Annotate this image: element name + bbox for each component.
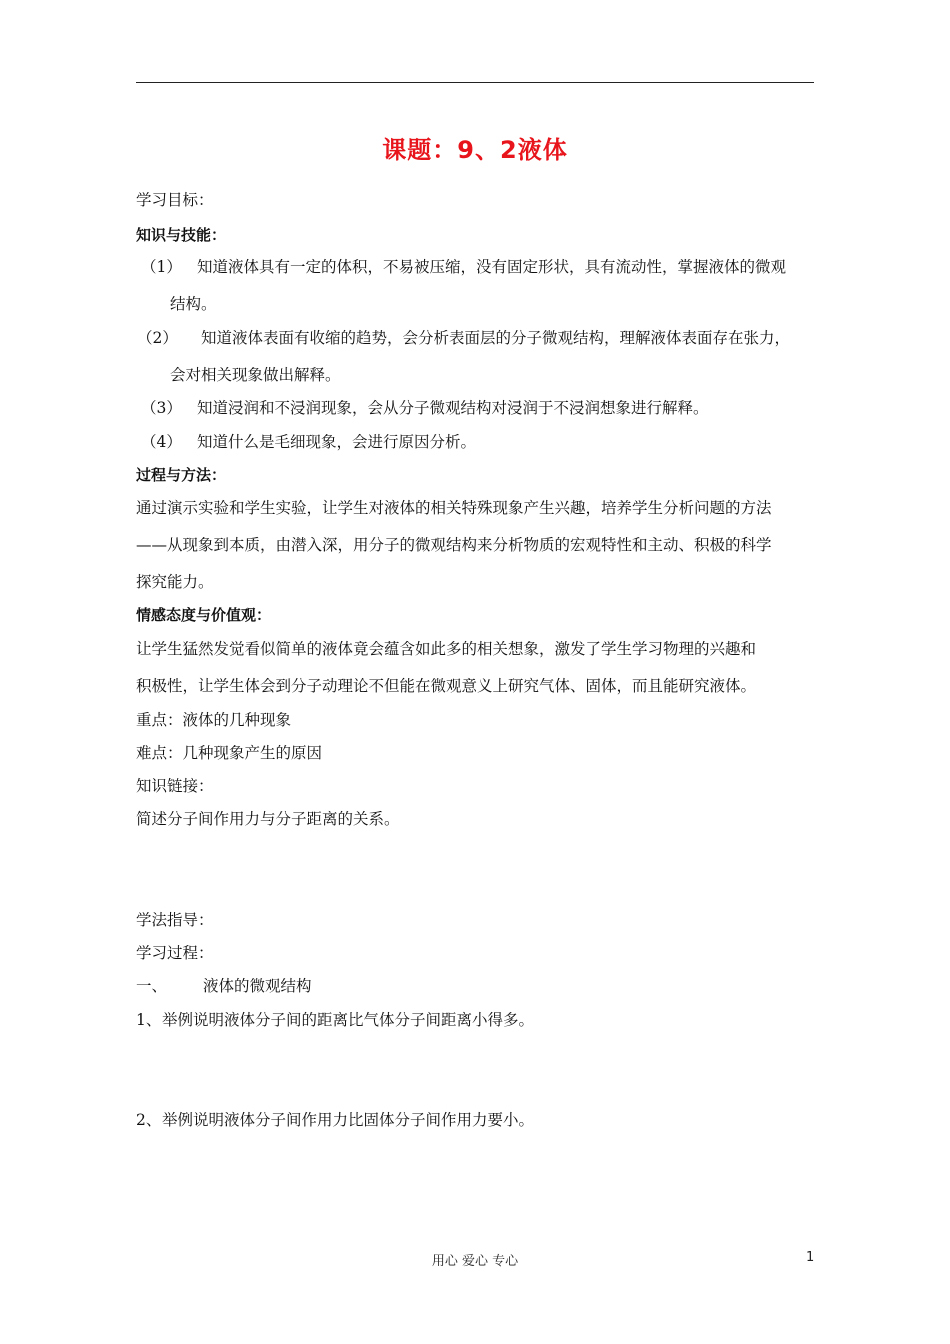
item-text: 知道液体表面有收缩的趋势，会分析表面层的分子微观结构，理解液体表面存在张力， <box>201 329 791 347</box>
item-number: （1） <box>141 258 182 276</box>
knowledge-item-4 <box>141 432 476 452</box>
item-number: （3） <box>141 399 182 417</box>
process-line-3: 探究能力。 <box>136 573 214 591</box>
question-text: 举例说明液体分子间的距离比气体分子间距离小得多。 <box>162 1011 535 1029</box>
knowledge-item-3 <box>141 398 709 418</box>
question-number: 2、 <box>136 1111 162 1129</box>
question-1 <box>136 1010 534 1030</box>
knowledge-item-1-cont: 结构。 <box>170 295 217 313</box>
section-number: 一、 <box>136 977 168 995</box>
item-number: （4） <box>141 433 182 451</box>
item-text: 知道什么是毛细现象，会进行原因分析。 <box>197 433 477 451</box>
study-method-label: 学法指导： <box>136 911 214 929</box>
item-text: 知道浸润和不浸润现象，会从分子微观结构对浸润于不浸润想象进行解释。 <box>197 399 709 417</box>
objectives-label: 学习目标： <box>136 191 214 209</box>
item-text: 知道液体具有一定的体积，不易被压缩，没有固定形状，具有流动性，掌握液体的微观 <box>197 258 787 276</box>
difficulty: 难点：几种现象产生的原因 <box>136 744 323 762</box>
process-line-1: 通过演示实验和学生实验，让学生对液体的相关特殊现象产生兴趣，培养学生分析问题的方法 <box>136 499 772 517</box>
emotion-line-1: 让学生猛然发觉看似简单的液体竟会蕴含如此多的相关想象，激发了学生学习物理的兴趣和 <box>136 640 757 658</box>
key-point: 重点：液体的几种现象 <box>136 711 292 729</box>
emotion-line-2: 积极性，让学生体会到分子动理论不但能在微观意义上研究气体、固体，而且能研究液体。 <box>136 677 757 695</box>
question-number: 1、 <box>136 1011 162 1029</box>
knowledge-link-label: 知识链接： <box>136 777 214 795</box>
item-number: （2） <box>137 329 178 347</box>
knowledge-item-2-cont: 会对相关现象做出解释。 <box>170 366 341 384</box>
knowledge-heading: 知识与技能： <box>136 226 227 244</box>
section-1-heading <box>136 976 312 996</box>
page-number: 1 <box>806 1250 815 1265</box>
process-heading: 过程与方法： <box>136 466 227 484</box>
header-rule <box>136 82 814 83</box>
knowledge-link-text: 简述分子间作用力与分子距离的关系。 <box>136 810 400 828</box>
question-2 <box>136 1110 534 1130</box>
knowledge-item-2 <box>137 328 790 348</box>
footer-motto: 用心 爱心 专心 <box>431 1254 519 1269</box>
section-text: 液体的微观结构 <box>203 977 312 995</box>
emotion-heading: 情感态度与价值观： <box>136 606 272 624</box>
knowledge-item-1 <box>141 257 786 277</box>
page-title: 课题：9、2液体 <box>382 136 568 164</box>
study-process-label: 学习过程： <box>136 944 214 962</box>
process-line-2: ——从现象到本质，由潜入深，用分子的微观结构来分析物质的宏观特性和主动、积极的科学 <box>136 536 772 554</box>
question-text: 举例说明液体分子间作用力比固体分子间作用力要小。 <box>162 1111 535 1129</box>
